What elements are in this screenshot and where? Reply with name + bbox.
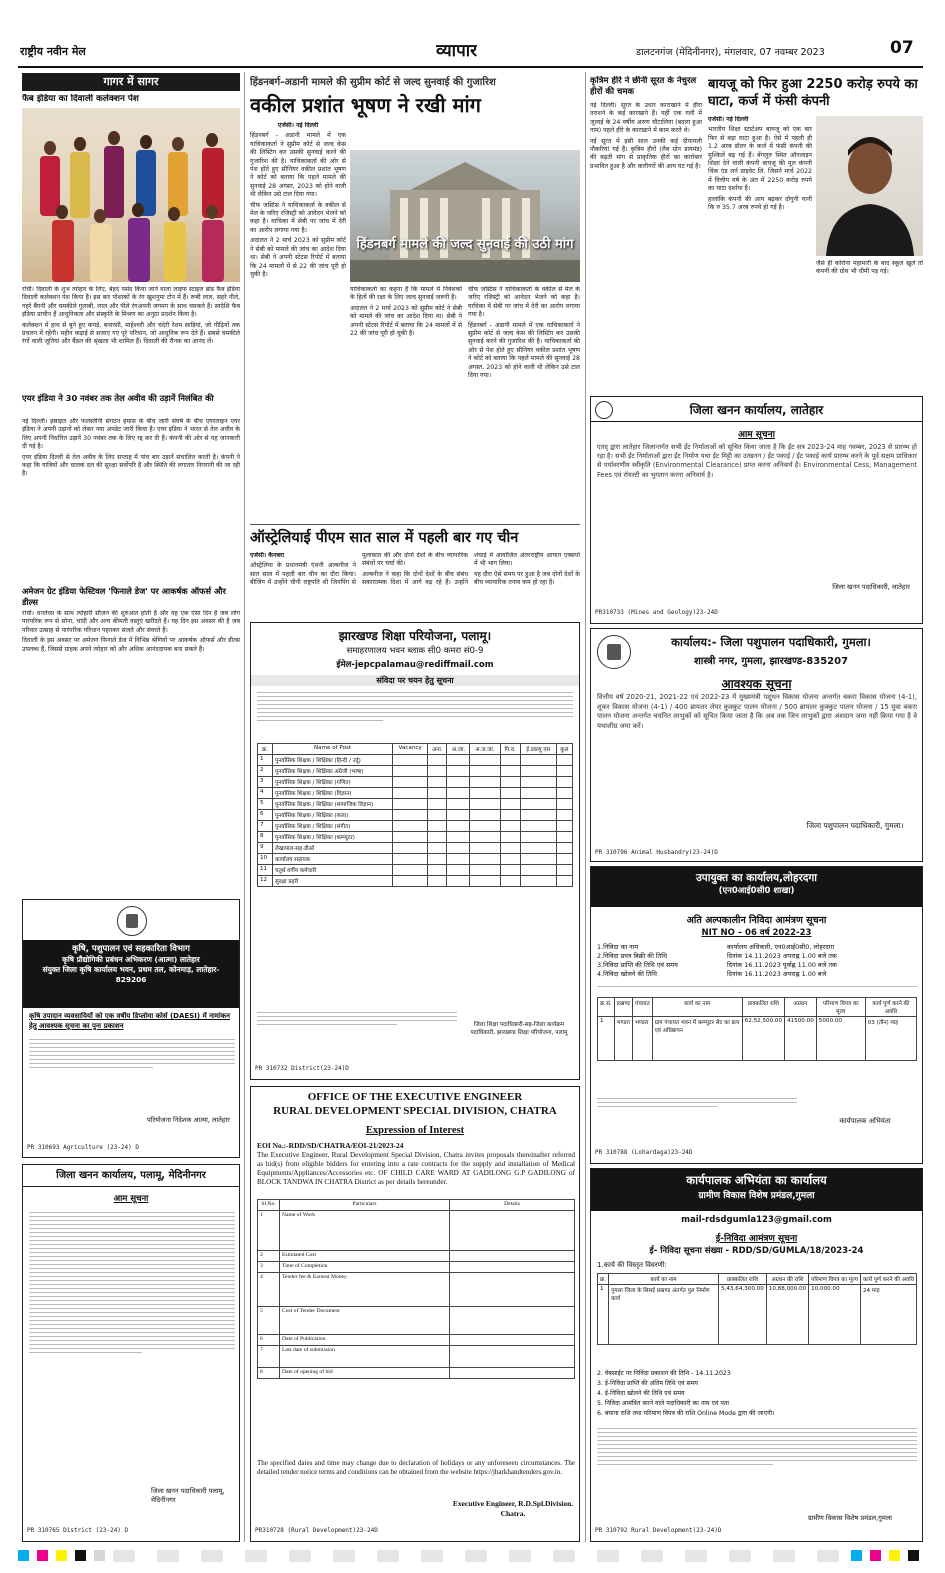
lohardaga-cell: भण्डरा [614,1017,632,1061]
lohardaga-notice-title: अति अल्पकालीन निविदा आमंत्रण सूचना [686,915,827,926]
lohardaga-header: प्रखण्ड [614,998,632,1017]
hindenburg-headline: वकील प्रशांत भूषण ने रखी मांग [250,93,481,117]
schedule-value: दिनांक 14.11.2023 अपराह्न 1.00 बजे तक [727,952,837,960]
jepc-post: पुनर्वासिक शिक्षक / शिक्षिका (विज्ञान) [273,788,393,799]
lohardaga-header: परिमाण विपत्र का मूल्य [816,998,865,1017]
jepc-post: चतुर्थ वर्गीय कर्मचारी [273,865,393,876]
jepc-signature: जिला शिक्षा पदाधिकारी-सह-जिला कार्यक्रम पदाधिकारी, झारखण्ड शिक्षा परियोजना, पलामू [470,1022,568,1036]
jepc-post: पुनर्वासिक शिक्षक / शिक्षिका (सामाजिक विज्ञान) [273,799,393,810]
australia-byline: एजेंसी। कैनबरा [250,552,285,559]
jepc-pr-number: PR 310732 District(23-24)D [255,1065,349,1072]
lohardaga-title: उपायुक्त का कार्यालय,लोहरदगा [696,872,817,884]
table-row: 5 पुनर्वासिक शिक्षक / शिक्षिका (सामाजिक विज्ञान) [258,799,573,810]
airindia-para-1: नई दिल्ली। इस्राइल और फलस्तीनी संगठन हमास के बीच जारी संघर्ष के बीच एयरलाइन एयर इंडिया ने अपनी उड़ानों को लेकर नया अपडेट जारी किया है। एयर इंडिया ने भारत से तेल अवीव के लिए अपनी निर्धारित उड़ानें 30 नवंबर तक के लिए रद्द कर दी हैं। कंपनी की ओर से यह जानकारी दी गई है। [22,418,240,451]
page-number: 07 [890,38,914,58]
table-row: 7 पुनर्वासिक शिक्षक / शिक्षिका (संगीत) [258,821,573,832]
palamu-body [29,1209,235,1479]
table-row: 3 Time of Completion [258,1262,575,1273]
lohardaga-signature: कार्यपालक अभियंता [839,1117,891,1125]
supreme-court-photo [350,150,580,282]
jepc-header: ई.डब्ल्यू.एस [520,744,556,755]
latehar-title: जिला खनन कार्यालय, लातेहार [689,403,824,417]
gumla-rd-cell: 5,43,64,300.00 [719,1285,767,1345]
table-row: 11 चतुर्थ वर्गीय कर्मचारी [258,865,573,876]
gumla-rd-cell: 10,000.00 [809,1285,861,1345]
gumla-rd-header: प्राक्कलित राशि [719,1274,767,1285]
hindenburg-para-7: हिंडनबर्ग - अडानी मामले में एक याचिकाकर्ता ने सुप्रीम कोर्ट से जल्द केस की लिस्टिंग कर उसकी सुनवाई करने की गुजारिश की है। याचिकाकर्ता की ओर से पेश होते हुए सीनियर वकील प्रशांत भूषण ने कोर्ट को बताया कि पहले मामले की सुनवाई 28 अगस्त, 2023 को होने वाली थी लेकिन उसे टाल दिया गया। [468,321,580,380]
australia-body [250,552,580,616]
chatra-title: OFFICE OF THE EXECUTIVE ENGINEER [307,1091,523,1103]
jepc-post: कार्यालय सहायक [273,854,393,865]
atma-address: संयुक्त जिला कृषि कार्यालय भवन, प्रथम तल, कोनमाड़, लातेहार- 829206 [42,965,220,984]
palamu-pr-number: PR 310765 District (23-24) D [27,1527,129,1534]
column-rule-1 [244,72,245,1542]
chatra-signature: Executive Engineer, R.D.Spl.Division. Chatra. [452,1499,574,1518]
jepc-intro [257,689,573,739]
chatra-header: Particulars [280,1200,450,1211]
chatra-row-label: Date of Publication [280,1335,450,1346]
diamond-para-2: नई सूरत में इसी साल उनकी कई दीपावली नौकरियां गई हैं। कृत्रिम हीरों (लैब ग्रोन डायमंड) की बढ़ती मांग से प्राकृतिक हीरों का कारोबार प्रभावित हुआ है और कारीगरों की आय घट गई है। [590,137,702,170]
chatra-row-label: Estimated Cost [280,1251,450,1262]
table-row: 2 Estimated Cost [258,1251,575,1262]
table-row: 6 Date of Publication [258,1335,575,1346]
latehar-subtitle: आम सूचना [738,430,775,440]
hindenburg-para-5: अदालत ने 2 मार्च 2023 को सुप्रीम कोर्ट ने सेबी को मामले की जांच का आदेश दिया था। सेबी ने अपनी स्टेटस रिपोर्ट में बताया कि 24 मामलों में से 22 की जांच पूरी हो चुकी है। [350,304,462,338]
airindia-headline: एयर इंडिया ने 30 नवंबर तक तेल अवीव की उड़ानें निलंबित की [22,393,214,403]
chatra-header: Sl.No. [258,1200,280,1211]
atma-title: कृषि, पशुपालन एवं सहकारिता विभाग [72,944,190,954]
diamond-body [590,102,702,392]
chatra-eoi-ref: EOI No.:-RDD/SD/CHATRA/EOI-21/2023-24 [257,1141,404,1150]
palamu-mining-notice [22,1164,240,1542]
fab-photo-figures [22,108,240,282]
gumla-rd-term: 4. ई-निविदा खोलने की तिथि एवं समय [597,1390,685,1397]
lohardaga-extra-terms [597,983,917,997]
jepc-header: अ.ज.जा. [470,744,500,755]
amazon-headline: अमेजन ग्रेट इंडिया फेस्टिवल 'फिनाले डेज' पर आकर्षक ऑफर्स और डील्स [22,586,226,607]
fab-body [22,286,240,390]
lohardaga-cell: भण्डरा [633,1017,653,1061]
atma-notice [22,899,240,1158]
jepc-post: पुनर्वासिक शिक्षक / शिक्षिका (संगीत) [273,821,393,832]
hindenburg-para-3: अदालत ने 2 मार्च 2023 को सुप्रीम कोर्ट ने सेबी को मामले की जांच का आदेश दिया था। सेबी ने अपनी स्टेटस रिपोर्ट में बताया कि 24 मामलों में से 22 की जांच पूरी हो चुकी है। [250,237,346,278]
chatra-header: Details [450,1200,575,1211]
chatra-eoi-heading: Expression of Interest [365,1125,465,1136]
schedule-value: दिनांक 16.11.2023 अपराह्न 1.00 बजे [727,970,827,978]
byjus-para-2: हालांकि कंपनी की आय बढ़कर दोगुनी यानी कि रु 35.7 अरब रुपये हो गई है। [708,195,812,212]
person-portrait [816,116,923,256]
lohardaga-nit-notice [590,866,923,1164]
byju-raveendran-photo [816,116,923,256]
kicker-banner [22,73,240,91]
diamond-para-1: नई दिल्ली। सूरत के उधार काराखाने में हीरा तराशने के कई कारखाने हैं। यहीं एक गली में जुलाई के 24 वर्षीय अरुण चौटालिया (बदला हुआ नाम) पहले हीरे के कारखाने में काम करते थे। [590,102,702,135]
fab-para-2: कलेक्शन में हाथ से बुने हुए कपड़े, बनारसी, माहेश्वरी और चंदेरी रेशम साड़ियां, जो पीढ़ियों तक प्रचलन में रहेंगी। महीन कढ़ाई से सजाए गए पूरे परिधान, जो आधुनिक रूप देते हैं। सबसे चमकीले रंगों वाली जूतियां और बैंडल की श्रृंखला भी शामिल हैं। दिवाली की रौनक का आनंद लें। [22,321,240,346]
lohardaga-header: कार्य का नाम [652,998,742,1017]
gumla-rd-notice [590,1168,923,1542]
gumla-rd-banner [591,1169,922,1211]
hindenburg-byline: एजेंसी। नई दिल्ली [277,122,319,129]
jepc-header: कुल [556,744,572,755]
jepc-post: पुनर्वासिक शिक्षक / शिक्षिका (कला) [273,810,393,821]
photo-caption: हिंडनबर्ग मामले की जल्द सुनवाई की उठी मांग [356,237,574,252]
chatra-table [257,1199,575,1379]
lohardaga-cell: 03 (तीन) माह [865,1017,916,1061]
table-row: 8 Date of opening of bid [258,1368,575,1379]
palamu-subtitle: आम सूचना [113,1194,149,1204]
lohardaga-cell: ग्राम पंचायत भवन में कम्प्यूटर सेट का क्रय एवं अधिष्ठापन [652,1017,742,1061]
latehar-title-rule [591,421,922,422]
schedule-label: 4.निविदा खोलने की तिथि [597,970,658,978]
kicker-text: गागर में सागर [103,75,159,88]
column-rule-2 [585,72,586,1542]
chatra-row-label: Last date of submission [280,1346,450,1368]
gumla-rd-more-terms [597,1425,917,1505]
jepc-header: Vacancy [393,744,428,755]
section-title: व्यापार [436,41,478,61]
jepc-address: समाहरणालय भवन ब्लाक सी0 कमरा सं0-9 [346,646,484,656]
byjus-headline: बायजू को फिर हुआ 2250 करोड़ रुपये का घाटा, कर्ज में फंसी कंपनी [708,77,918,109]
table-row: 1 Name of Work [258,1211,575,1251]
hindenburg-para-1: हिंडनबर्ग - अडानी मामले में एक याचिकाकर्ता ने सुप्रीम कोर्ट से जल्द केस की लिस्टिंग कर उसकी सुनवाई करने की गुजारिश की है। याचिकाकर्ता की ओर से पेश होते हुए सीनियर वकील प्रशांत भूषण ने कोर्ट को बताया कि पहले मामले की सुनवाई 28 अगस्त, 2023 को होने वाली थी लेकिन उसे टाल दिया गया। [250,132,346,199]
lohardaga-banner [591,867,922,907]
atma-notice-title: कृषि उपादान व्यवसायियों को एक वर्षीय डिप्लोमा कोर्स (DAESI) में नामांकन हेतु आवश्यक सूचना का पुनः प्रकाशन [29,1012,231,1030]
latehar-signature: जिला खनन पदाधिकारी, लातेहार [832,583,910,591]
gumla-ah-address: शास्त्री नगर, गुमला, झारखण्ड-835207 [693,656,849,667]
table-row: 10 कार्यालय सहायक [258,854,573,865]
byjus-body [708,116,812,392]
gumla-ah-signature: जिला पशुपालन पदाधिकारी, गुमला। [806,821,904,830]
table-row [598,1017,917,1061]
atma-signature: परियोजना निदेशक आत्मा, लातेहार [147,1116,230,1124]
lohardaga-pr-number: PR 310788 (Lohardaga)23-24D [595,1149,693,1156]
hindenburg-para-6: चीफ जस्टिस ने याचिकाकर्ता के वकील से मेल के जरिए रजिस्ट्री को आवेदन भेजने को कहा है। याचिका में सेबी पर जांच में देरी का आरोप लगाया गया है। [468,286,580,319]
gumla-rd-title: कार्यपालक अभियंता का कार्यालय [686,1173,827,1187]
gumla-rd-cell: 24 माह [860,1285,916,1345]
table-row: 12 सुरक्षा प्रहरी [258,876,573,887]
chatra-row-label: Tender fee & Earnest Money [280,1273,450,1307]
atma-pr-number: PR 310693 Agriculture (23-24) D [27,1144,139,1151]
chatra-table-header [258,1200,575,1211]
atma-subtitle: कृषि प्रौद्योगिकी प्रबंधन अभिकरण (आत्मा) लातेहार [62,955,200,964]
table-row: 9 लेखापाल-सह-डीओ [258,843,573,854]
chatra-pr-number: PR310728 (Rural Development)23-24D [255,1527,378,1534]
jepc-table-header [258,744,573,755]
latehar-mining-notice [590,396,923,624]
center-divider [250,524,580,525]
chatra-row-label: Cost of Tender Document [280,1307,450,1335]
gumla-rd-term: 6. बयाना राशि तथा परिमाण विपत्र की राशि Online Mode द्वारा की जाएगी। [597,1410,775,1417]
chatra-intro: The Executive Engineer, Rural Development Special Division, Chatra invites proposals thereinafter referred as bid(s) from eligible bidders for entering into a rate contracts for the supply and installation of Medical Equipments/Appliances/Accessories etc. OF CHILD CARE WARD AT GADILONG G.P GADILONG of BLOCK TANDWA IN CHATRA District as per details hereunder. [257,1151,575,1186]
table-row: 2 पुनर्वासिक शिक्षक / शिक्षिका अंग्रेजी (भाषा) [258,766,573,777]
lohardaga-cell: 5000.00 [816,1017,865,1061]
table-row: 5 Cost of Tender Document [258,1307,575,1335]
airindia-para-2: एयर इंडिया दिल्ली से तेल अवीव के लिए सप्ताह में पांच बार उड़ानें संचालित करती है। कंपनी ने कहा कि यात्रियों और चालक दल की सुरक्षा सर्वोपरि है और स्थिति की लगातार निगरानी की जा रही है। [22,453,240,478]
lohardaga-header: प्राक्कलित राशि [742,998,784,1017]
australia-para-2: अल्बनीज ने कहा कि दोनों देशों के बीच संबंध सकारात्मक दिशा में आगे बढ़ रहे हैं। उन्होंने शंघाई में आयोजित अंतरराष्ट्रीय आयात एक्सपो में भी भाग लिया। [362,552,580,587]
gumla-rd-mail: mail-rdsdgumla123@gmail.com [681,1215,832,1225]
gumla-ah-body: वित्तीय वर्ष 2020-21, 2021-22 एवं 2022-23 में मुख्यमंत्री पशुधन विकास योजना अन्तर्गत बकरा विकास योजना (4-1), शूकर विकास योजना (4-1) / 400 ब्रायलर लेयर कुक्कुट पालन योजना / 500 ब्रायलर कुक्कुट पालन योजना / 15 युवा बकरा पालन योजना अन्तर्गत चयनित लाभुकों को सूचित किया जाता है कि अब तक जिन लाभुकों द्वारा अंशदान जमा नहीं किया गया है वे यथाशीघ्र जमा करें। [597,693,917,730]
brand-name: राष्ट्रीय नवीन मेल [20,45,86,58]
table-row: 4 Tender fee & Earnest Money [258,1273,575,1307]
atma-dept-banner [23,940,239,1008]
gumla-rd-ref: ई- निविदा सूचना संख्या - RDD/SD/GUMLA/18/2023-24 [649,1246,864,1256]
hindenburg-col-2 [350,286,462,522]
court-building-illustration [350,150,580,282]
jepc-post: सुरक्षा प्रहरी [273,876,393,887]
byjus-para-1: भारतीय शिक्षा स्टार्टअप बायजू को एक बार फिर से बड़ा घाटा हुआ है। ऐसे में पहली ही 1.2 अरब डॉलर के कर्ज में फंसी कंपनी की मुश्किलें बढ़ गई हैं। बेंगलुरु स्थित ऑनलाइन शिक्षा देने वाली कंपनी बायजू की मूल कंपनी थिंक एंड लर्न प्राइवेट लि. जिसने मार्च 2022 में वित्तीय वर्ष के अंत में 2250 करोड़ रुपये का घाटा दर्शाया है। [708,126,812,193]
schedule-label: 2.निविदा प्रपत्र बिक्री की तिथि [597,952,667,960]
gumla-rd-term: 5. निविदा आमंत्रित करने वाले पदाधिकारी का नाम एवं पता [597,1400,729,1407]
gumla-rd-notice-title: ई-निविदा आमंत्रण सूचना [715,1234,798,1244]
dateline: डालटनगंज (मेदिनीनगर), मंगलवार, 07 नवम्बर 2023 [636,47,825,58]
jepc-post: पुनर्वासिक शिक्षक / शिक्षिका (गणित) [273,777,393,788]
masthead [18,36,923,66]
gumla-rd-header: कार्य का नाम [609,1274,719,1285]
jepc-header: Name of Post [273,744,393,755]
schedule-value: कार्यालय अधिकारी, एन0आई0सी0, लोहरदगा [727,943,834,951]
jepc-header: क्र. [258,744,273,755]
gumla-rd-table-header [598,1274,917,1285]
lohardaga-table [597,997,917,1061]
gumla-ah-title: कार्यालय:- जिला पशुपालन पदाधिकारी, गुमला। [671,635,871,649]
chatra-row-label: Name of Work [280,1211,450,1251]
airindia-body [22,418,240,586]
jepc-terms [257,1009,457,1049]
jepc-post: पुनर्वासिक शिक्षक / शिक्षिका (कम्प्यूटर) [273,832,393,843]
lohardaga-cell: 1 [598,1017,615,1061]
gumla-rd-header: कार्य पूर्ण करने की अवधि [860,1274,916,1285]
lohardaga-nit-number: NIT NO – 06 वर्ष 2022-23 [701,928,812,938]
jepc-header: पि.व. [500,744,520,755]
chatra-note: The specified dates and time may change due to declaration of holidays or any unforeseen circumstances. The detailed tender notice terms and conditions can be obtained from the website https://jharkhandtenders.gov.in. [257,1459,575,1476]
lohardaga-header: कार्य पूर्ण करने की अवधि [865,998,916,1017]
table-row: 4 पुनर्वासिक शिक्षक / शिक्षिका (विज्ञान) [258,788,573,799]
australia-para-3: यह दौरा ऐसे समय पर हुआ है जब दोनों देशों के बीच व्यापारिक तनाव कम हो रहा है। [474,570,580,587]
masthead-rule [18,66,923,68]
australia-para-1: ऑस्ट्रेलिया के प्रधानमंत्री एंथनी अल्बनीज ने सात साल में पहली बार चीन का दौरा किया। बीजिंग में उन्होंने चीनी राष्ट्रपति शी जिनपिंग से मुलाकात की और दोनों देशों के बीच व्यापारिक संबंधों पर चर्चा की। [250,552,468,587]
latehar-body: एतद् द्वारा लातेहार जिलान्तर्गत सभी ईंट निर्माताओं को सूचित किया जाता है कि ईंट सत्र 2023-24 माह नवम्बर, 2023 से प्रारम्भ हो रहा है। सभी ईंट निर्माताओं द्वारा ईंट निर्माण यथा ईंट मिट्टी का उत्खनन / ईंट पकाई / ईंट पकाई कार्य प्रारम्भ करने के पूर्व सक्षम प्राधिकार से पर्यावरणीय स्वीकृति (Environmental Clearance) प्राप्त करना अनिवार्य है। Environmental Cess, Management Fees एवं रॉयल्टी का भुगतान करना अनिवार्य है। [597,443,917,479]
hindenburg-para-2: चीफ जस्टिस ने याचिकाकर्ता के वकील से मेल के जरिए रजिस्ट्री को आवेदन भेजने को कहा है। याचिका में सेबी पर जांच में देरी का आरोप लगाया गया है। [250,201,346,234]
lohardaga-table-header [598,998,917,1017]
gumla-rd-pr-number: PR 310792 Rural Development(23-24)D [595,1527,722,1534]
schedule-label: 1.निविदा का नाम [597,943,639,951]
gumla-rd-terms [597,1369,917,1419]
atma-notice-body [29,1036,235,1106]
lohardaga-subtitle: (एन0आई0सी0 शाखा) [718,886,795,896]
jepc-post: पुनर्वासिक शिक्षक / शिक्षिका अंग्रेजी (भाषा) [273,766,393,777]
table-row: 8 पुनर्वासिक शिक्षक / शिक्षिका (कम्प्यूटर) [258,832,573,843]
fab-photo [22,108,240,282]
palamu-signature: जिला खनन पदाधिकारी पलामू, मेदिनीनगर [151,1487,225,1504]
table-row: 3 पुनर्वासिक शिक्षक / शिक्षिका (गणित) [258,777,573,788]
lohardaga-header: क्र.सं. [598,998,615,1017]
byjus-byline: एजेंसी। नई दिल्ली [708,116,749,123]
gumla-ah-notice [590,628,923,862]
gumla-rd-header: क्र. [598,1274,609,1285]
jepc-email: ईमेल-jepcpalamau@rediffmail.com [336,660,494,670]
diamond-headline: कृत्रिम हीरे ने छीनी सूरत के नेचुरल हीरों की चमक [590,76,697,97]
table-row: 7 Last date of submission [258,1346,575,1368]
schedule-label: 3.निविदा प्राप्ति की तिथि एवं समय [597,961,678,969]
gumla-rd-cell: गुमला जिला के सिसई प्रखण्ड अंतर्गत पुल निर्माण कार्य [609,1285,719,1345]
emblem-icon [117,906,147,936]
hindenburg-col-1 [250,122,346,522]
hindenburg-para-4: याचिकाकर्ता का कहना है कि मामले में निवेशकों के हितों की रक्षा के लिए जल्द सुनवाई जरूरी है। [350,286,462,302]
latehar-pr-number: PR310733 (Mines and Geology)23-24D [595,609,718,616]
jepc-palamu-notice [250,622,580,1080]
gumla-rd-intro: 1.कार्य की विस्तृत विवरणी: [597,1261,667,1269]
lohardaga-cell: 62,52,500.00 [742,1017,784,1061]
palamu-title: जिला खनन कार्यालय, पलामू, मेदिनीनगर [23,1165,239,1187]
amazon-para-1: रांची। धनतेरस के साथ त्योहारी सीजन की शुरुआत होती है और यह एक ऐसा दिन है जब लोग पारंपरिक रूप से सोना, चांदी और अन्य कीमती वस्तुएं खरीदते हैं। यह दिन इस अवसर की है जब परिवार उत्साह से पारंपरिक परिधान पहनकर संजते और संवरते हैं। [22,610,240,634]
chatra-row-label: Date of opening of bid [280,1368,450,1379]
print-color-bar [18,1550,923,1562]
jepc-table [257,743,573,887]
byjus-caption: जैसे ही कोरोना महामारी के बाद स्कूल खुले तो कंपनी की ग्रोथ भी धीमी पड़ गई। [816,260,923,276]
amazon-para-2: दिवाली के इस अवसर पर अमेजन फिनाले डेज में विभिन्न श्रेणियों पर आकर्षक ऑफर्स और डील्स उपलब्ध हैं, जिससे ग्राहक अपने त्योहार को और अधिक आनंददायक बना सकते हैं। [22,637,240,653]
fab-headline: फैब इंडिया का दिवाली कलेक्शन पेश [22,94,139,104]
jepc-subtitle: संविदा पर चयन हेतु सूचना [251,675,579,686]
hindenburg-kicker: हिंडनबर्ग-अडानी मामले की सुप्रीम कोर्ट से जल्द सुनवाई की गुजारिश [250,77,496,88]
table-row: 6 पुनर्वासिक शिक्षक / शिक्षिका (कला) [258,810,573,821]
gumla-ah-pr-number: PR 310796 Animal Husbandry(23-24)D [595,849,718,856]
amazon-body [22,610,240,892]
australia-headline: ऑस्ट्रेलियाई पीएम सात साल में पहली बार गए चीन [250,529,519,546]
lohardaga-schedule [597,943,917,979]
fab-para-1: रांची। दिवाली के शुभ त्योहार के लिए, बेहद पसंद किया जाने वाला लाइफ स्टाइल ब्रांड फैब इंडिया दिवाली कलेक्शन पेश किया है। इस बार पोशाकों के रंग खुशनुमा टोन में हैं। रूबी लाल, सहरे नीले, गहरे बैंगनी और चमकीले गुलाबी, लाल और पीले रंगअपनी जगमग के साथ चमकते हैं। स्वदेशि फैब इंडिया प्राचीन हैं आधुनिकता और संस्कृति के मिश्रण का अनुठा प्रदर्शन किया है। [22,286,240,319]
schedule-value: दिनांक 16.11.2023 पूर्वाह्न 11.00 बजे तक [727,961,837,969]
jepc-title: झारखण्ड शिक्षा परियोजना, पलामू। [338,629,492,643]
jepc-header: अ.जा. [447,744,470,755]
lohardaga-terms [597,1095,797,1125]
chatra-row-label: Time of Completion [280,1262,450,1273]
lohardaga-header: पंचायत [633,998,653,1017]
table-row: 1 पुनर्वासिक शिक्षक / शिक्षिका (हिन्दी / उर्दू) [258,755,573,766]
chatra-eoi-notice [250,1086,580,1542]
gumla-rd-table [597,1273,917,1345]
gumla-rd-header: अग्रधन की राशि [766,1274,808,1285]
gumla-rd-cell: 1 [598,1285,609,1345]
gumla-rd-signature: ग्रामीण विकास विशेष प्रमंडल,गुमला [807,1514,893,1522]
lohardaga-cell: 41500.00 [785,1017,817,1061]
lohardaga-header: अग्रधन [785,998,817,1017]
jepc-post: लेखापाल-सह-डीओ [273,843,393,854]
jepc-header: अना. [428,744,447,755]
gumla-rd-cell: 10,88,000.00 [766,1285,808,1345]
hindenburg-col-3 [468,286,580,522]
gumla-rd-term: 3. ई-निविदा प्राप्ति की अंतिम तिथि एवं समय [597,1380,698,1387]
gumla-rd-header: परिमाण विपत्र का मूल्य [809,1274,861,1285]
gumla-ah-subtitle: आवश्यक सूचना [721,677,792,691]
jepc-post: पुनर्वासिक शिक्षक / शिक्षिका (हिन्दी / उर्दू) [273,755,393,766]
gumla-rd-term: 2. वेबसाईट पर निविदा प्रकाशन की तिथि - 14.11.2023 [597,1370,731,1377]
gumla-rd-subtitle: ग्रामीण विकास विशेष प्रमंडल,गुमला [698,1191,815,1201]
table-row [598,1285,917,1345]
chatra-subtitle: RURAL DEVELOPMENT SPECIAL DIVISION, CHATRA [273,1105,557,1117]
